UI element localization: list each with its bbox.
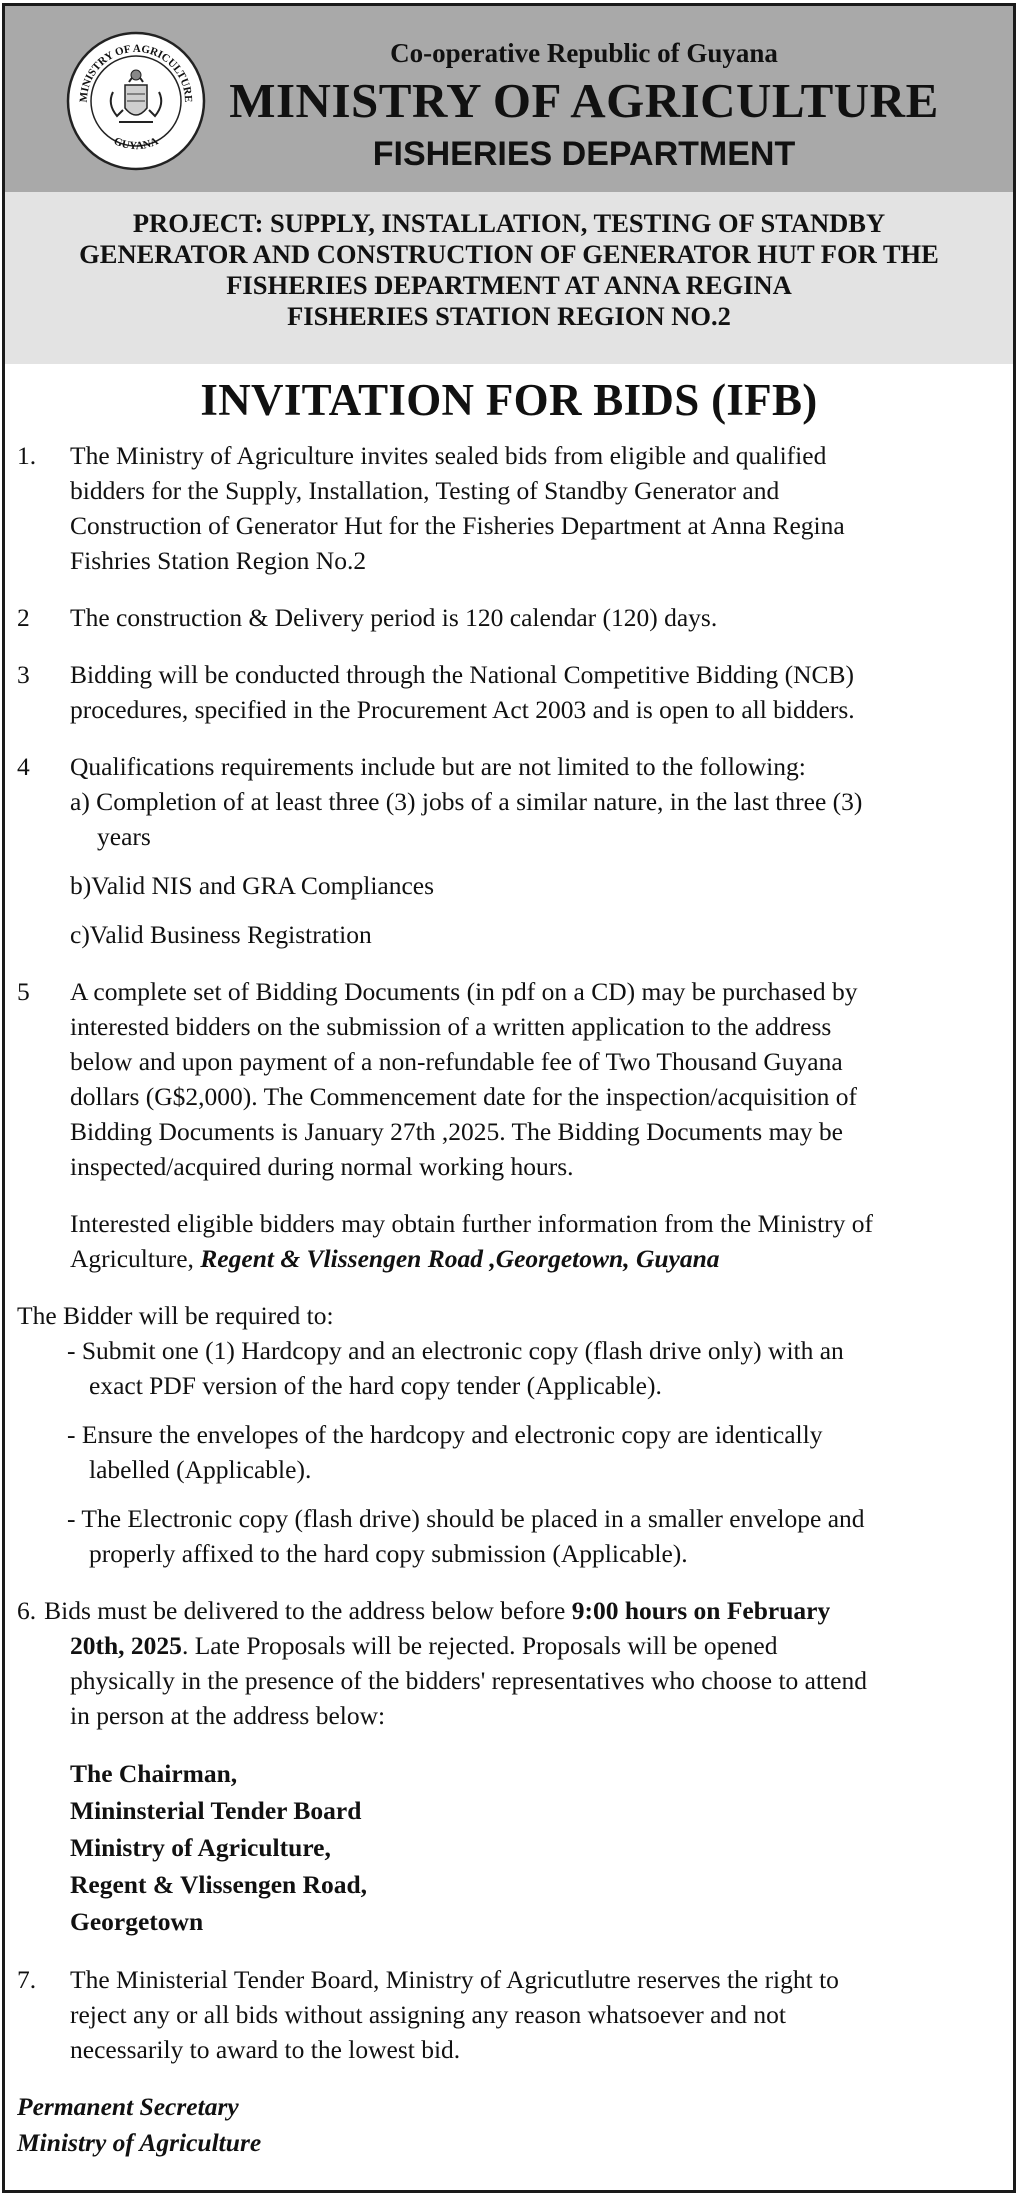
ministry-address-inline: Regent & Vlissengen Road ,Georgetown, Guyana (200, 1244, 720, 1273)
notice-body (17, 438, 1003, 2161)
clause-number: 7. (17, 1965, 37, 1994)
clause-line: reject any or all bids without assigning any reason whatsoever and not (70, 2000, 786, 2029)
clause-1 (17, 438, 1003, 578)
clause-line: Construction of Generator Hut for the Fisheries Department at Anna Regina (70, 511, 845, 540)
notice-title: INVITATION FOR BIDS (IFB) (200, 375, 818, 425)
clause-7 (17, 1962, 1003, 2067)
project-line: FISHERIES STATION REGION NO.2 (287, 301, 731, 331)
qualification-b: b)Valid NIS and GRA Compliances (70, 871, 435, 900)
signatory-ministry: Ministry of Agriculture (17, 2128, 262, 2157)
clause-number: 5 (17, 977, 30, 1006)
clause-5 (17, 974, 1003, 1184)
clause-number: 3 (17, 660, 30, 689)
qualification-c: c)Valid Business Registration (70, 920, 372, 949)
clause-line: The Ministry of Agriculture invites sealed bids from eligible and qualified (70, 441, 827, 470)
project-line: GENERATOR AND CONSTRUCTION OF GENERATOR HUT FOR THE (79, 239, 939, 269)
clause-line: below and upon payment of a non-refundable fee of Two Thousand Guyana (70, 1047, 843, 1076)
clause-line: Qualifications requirements include but are not limited to the following: (70, 752, 806, 781)
clause-2 (17, 600, 1003, 635)
clause-number: 6. (17, 1596, 37, 1625)
signatory-title: Permanent Secretary (17, 2092, 239, 2121)
delivery-address: The Chairman, Mininsterial Tender Board Ministry of Agriculture, Regent & Vlissengen Road, Georgetown (70, 1759, 368, 1936)
clause-line: interested bidders on the submission of a written application to the address (70, 1012, 832, 1041)
bidder-requirement-1: - Submit one (1) Hardcopy and an electronic copy (flash drive only) with an exact PDF version of the hard copy tender (Applicable). (67, 1336, 844, 1400)
clause-line: Fishries Station Region No.2 (70, 546, 367, 575)
republic-name: Co-operative Republic of Guyana (390, 38, 778, 68)
clause-line: necessarily to award to the lowest bid. (70, 2035, 461, 2064)
clause-6-continued: 20th, 2025. Late Proposals will be rejected. Proposals will be opened physically in the presence of the bidders' representatives who choose to attend in person at the address below: (70, 1631, 867, 1730)
clause-number: 4 (17, 752, 30, 781)
clause-number: 1. (17, 441, 37, 470)
ministry-seal-icon (65, 30, 207, 172)
clause-line: Bidding Documents is January 27th ,2025. The Bidding Documents may be (70, 1117, 843, 1146)
clause-line: A complete set of Bidding Documents (in pdf on a CD) may be purchased by (70, 977, 858, 1006)
bidder-intro: The Bidder will be required to: (17, 1301, 334, 1330)
project-title-band (5, 192, 1013, 364)
seal-text-top: MINISTRY OF AGRICULTURE (77, 42, 195, 103)
clause-3 (17, 657, 1003, 727)
clause-4 (17, 749, 1003, 784)
clause-6: 6. Bids must be delivered to the address below before 9:00 hours on February (17, 1593, 1003, 1628)
qualification-a: a) Completion of at least three (3) jobs of a similar nature, in the last three (3) years (70, 787, 863, 851)
clause-line: The construction & Delivery period is 120 calendar (120) days. (70, 603, 718, 632)
clause-line: The Ministerial Tender Board, Ministry of Agricutlutre reserves the right to (70, 1965, 839, 1994)
clause-line: bidders for the Supply, Installation, Testing of Standby Generator and (70, 476, 780, 505)
further-info: Interested eligible bidders may obtain further information from the Ministry of Agriculture, Regent & Vlissengen Road ,Georgetown, Guyana (70, 1209, 874, 1273)
clause-line: inspected/acquired during normal working hours. (70, 1152, 574, 1181)
signature-block (17, 2089, 1003, 2161)
clause-line: procedures, specified in the Procurement Act 2003 and is open to all bidders. (70, 695, 855, 724)
department-name: FISHERIES DEPARTMENT (372, 135, 796, 173)
deadline-time: 9:00 hours on February (571, 1596, 831, 1625)
deadline-date: 20th, 2025 (70, 1631, 182, 1660)
clause-number: 2 (17, 603, 30, 632)
project-line: PROJECT: SUPPLY, INSTALLATION, TESTING OF STANDBY (132, 208, 886, 238)
seal-text-bottom: GUYANA (111, 135, 161, 153)
ministry-name: MINISTRY OF AGRICULTURE (229, 73, 939, 128)
tender-notice (2, 3, 1016, 2193)
header-band (5, 6, 1013, 192)
clause-line: Bidding will be conducted through the National Competitive Bidding (NCB) (70, 660, 855, 689)
project-line: FISHERIES DEPARTMENT AT ANNA REGINA (226, 270, 792, 300)
bidder-requirement-2: - Ensure the envelopes of the hardcopy and electronic copy are identically labelled (Applicable). (67, 1420, 823, 1484)
bidder-requirement-3: - The Electronic copy (flash drive) should be placed in a smaller envelope and properly affixed to the hard copy submission (Applicable). (67, 1504, 865, 1568)
clause-line: dollars (G$2,000). The Commencement date for the inspection/acquisition of (70, 1082, 858, 1111)
